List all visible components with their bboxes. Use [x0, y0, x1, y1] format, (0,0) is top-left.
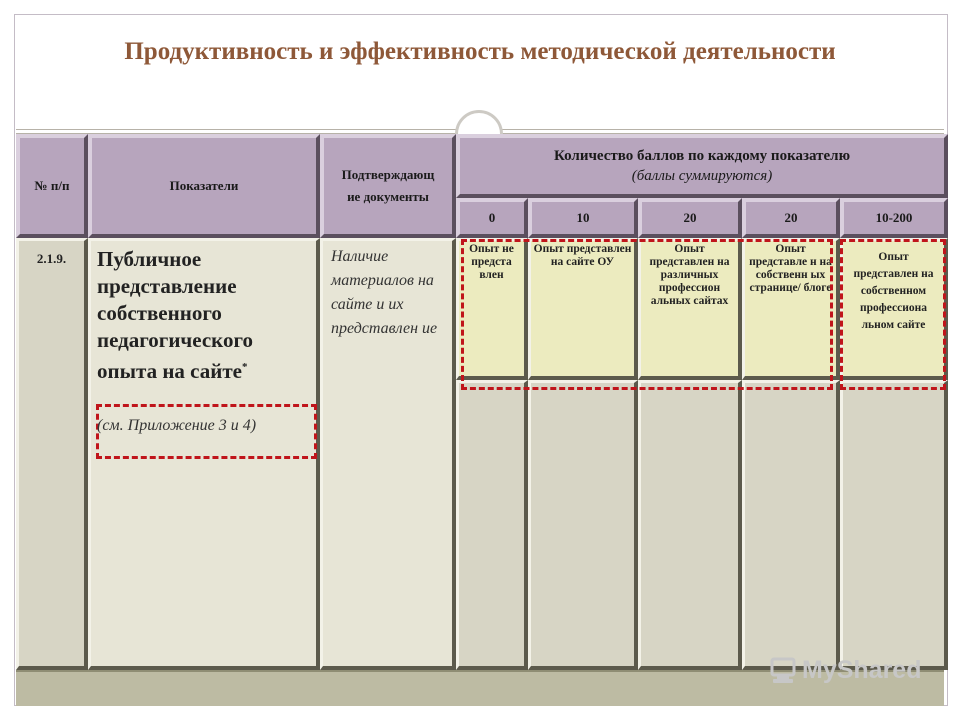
score-col-20b: 20 — [742, 198, 840, 238]
score-col-0: 0 — [456, 198, 528, 238]
header-documents — [320, 134, 456, 238]
watermark-text: MyShared — [802, 656, 922, 684]
score-empty-10 — [528, 380, 638, 670]
score-text-20a: Опыт представлен на различных профессион альных сайтах — [649, 243, 730, 307]
row-docs: Наличие материалов на сайте и их представлен ие — [331, 248, 438, 337]
score-text-10: Опыт представлен на сайте ОУ — [533, 243, 632, 268]
watermark-logo-icon — [768, 657, 798, 685]
slide-title: Продуктивность и эффективность методической деятельности — [124, 38, 836, 65]
score-empty-10-200 — [840, 380, 948, 670]
header-scores-note: (баллы суммируются) — [631, 168, 773, 184]
highlight-box-scores — [461, 239, 833, 390]
watermark — [768, 656, 921, 685]
score-col-10-200: 10-200 — [840, 198, 948, 238]
score-text-0: Опыт не предста влен — [469, 243, 514, 281]
score-text-20b: Опыт представле н на собственн ых странице/ блоге — [749, 243, 832, 294]
header-documents-line1: Подтверждающ — [341, 167, 435, 182]
row-docs-cell — [320, 238, 456, 670]
score-empty-20a — [638, 380, 742, 670]
header-indicators: Показатели — [88, 134, 320, 238]
score-empty-0 — [456, 380, 528, 670]
row-indicator-mark: * — [241, 361, 248, 373]
row-num: 2.1.9. — [36, 251, 67, 266]
header-scores-title: Количество баллов по каждому показателю — [553, 148, 851, 164]
header-scores — [456, 134, 948, 198]
header-num: № п/п — [16, 134, 88, 238]
row-note: (см. Приложение 3 и 4) — [97, 417, 257, 434]
score-text-10-200: Опыт представлен на собственном профессиона льном сайте — [853, 251, 934, 331]
score-col-10: 10 — [528, 198, 638, 238]
highlight-box-own-site — [840, 239, 946, 390]
score-col-20a: 20 — [638, 198, 742, 238]
header-documents-line2: ие документы — [347, 189, 429, 204]
row-indicator: Публичное представление собственного педагогического опыта на сайте — [97, 247, 253, 383]
row-num-cell — [16, 238, 88, 670]
score-empty-20b — [742, 380, 840, 670]
